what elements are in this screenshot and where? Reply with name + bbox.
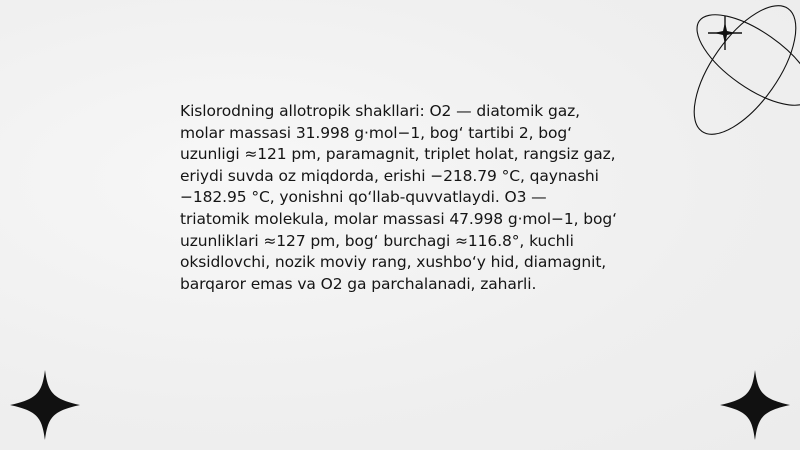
slide-body-text: Kislorodning allotropik shakllari: O2 — diatomik gaz, molar massasi 31.998 g·mol−1, bog‘ tartibi 2, bog‘ uzunligi ≈121 pm, paramagnit, triplet holat, rangsiz gaz, eriydi suvda oz miqdorda, erishi −218.79 °C, qaynashi −182.95 °C, yonishni qo‘llab-quvvatlaydi. O3 — triatomik molekula, molar massasi 47.998 g·mol−1, bog‘ uzunliklari ≈127 pm, bog‘ burchagi ≈116.8°, kuchli oksidlovchi, nozik moviy rang, xushbo‘y hid, diamagnit, barqaror emas va O2 ga parchalanadi, zaharli.: [180, 102, 617, 293]
orbit-sparkle-icon: [650, 0, 800, 150]
four-point-star-icon: [10, 370, 80, 440]
four-point-star-icon: [720, 370, 790, 440]
